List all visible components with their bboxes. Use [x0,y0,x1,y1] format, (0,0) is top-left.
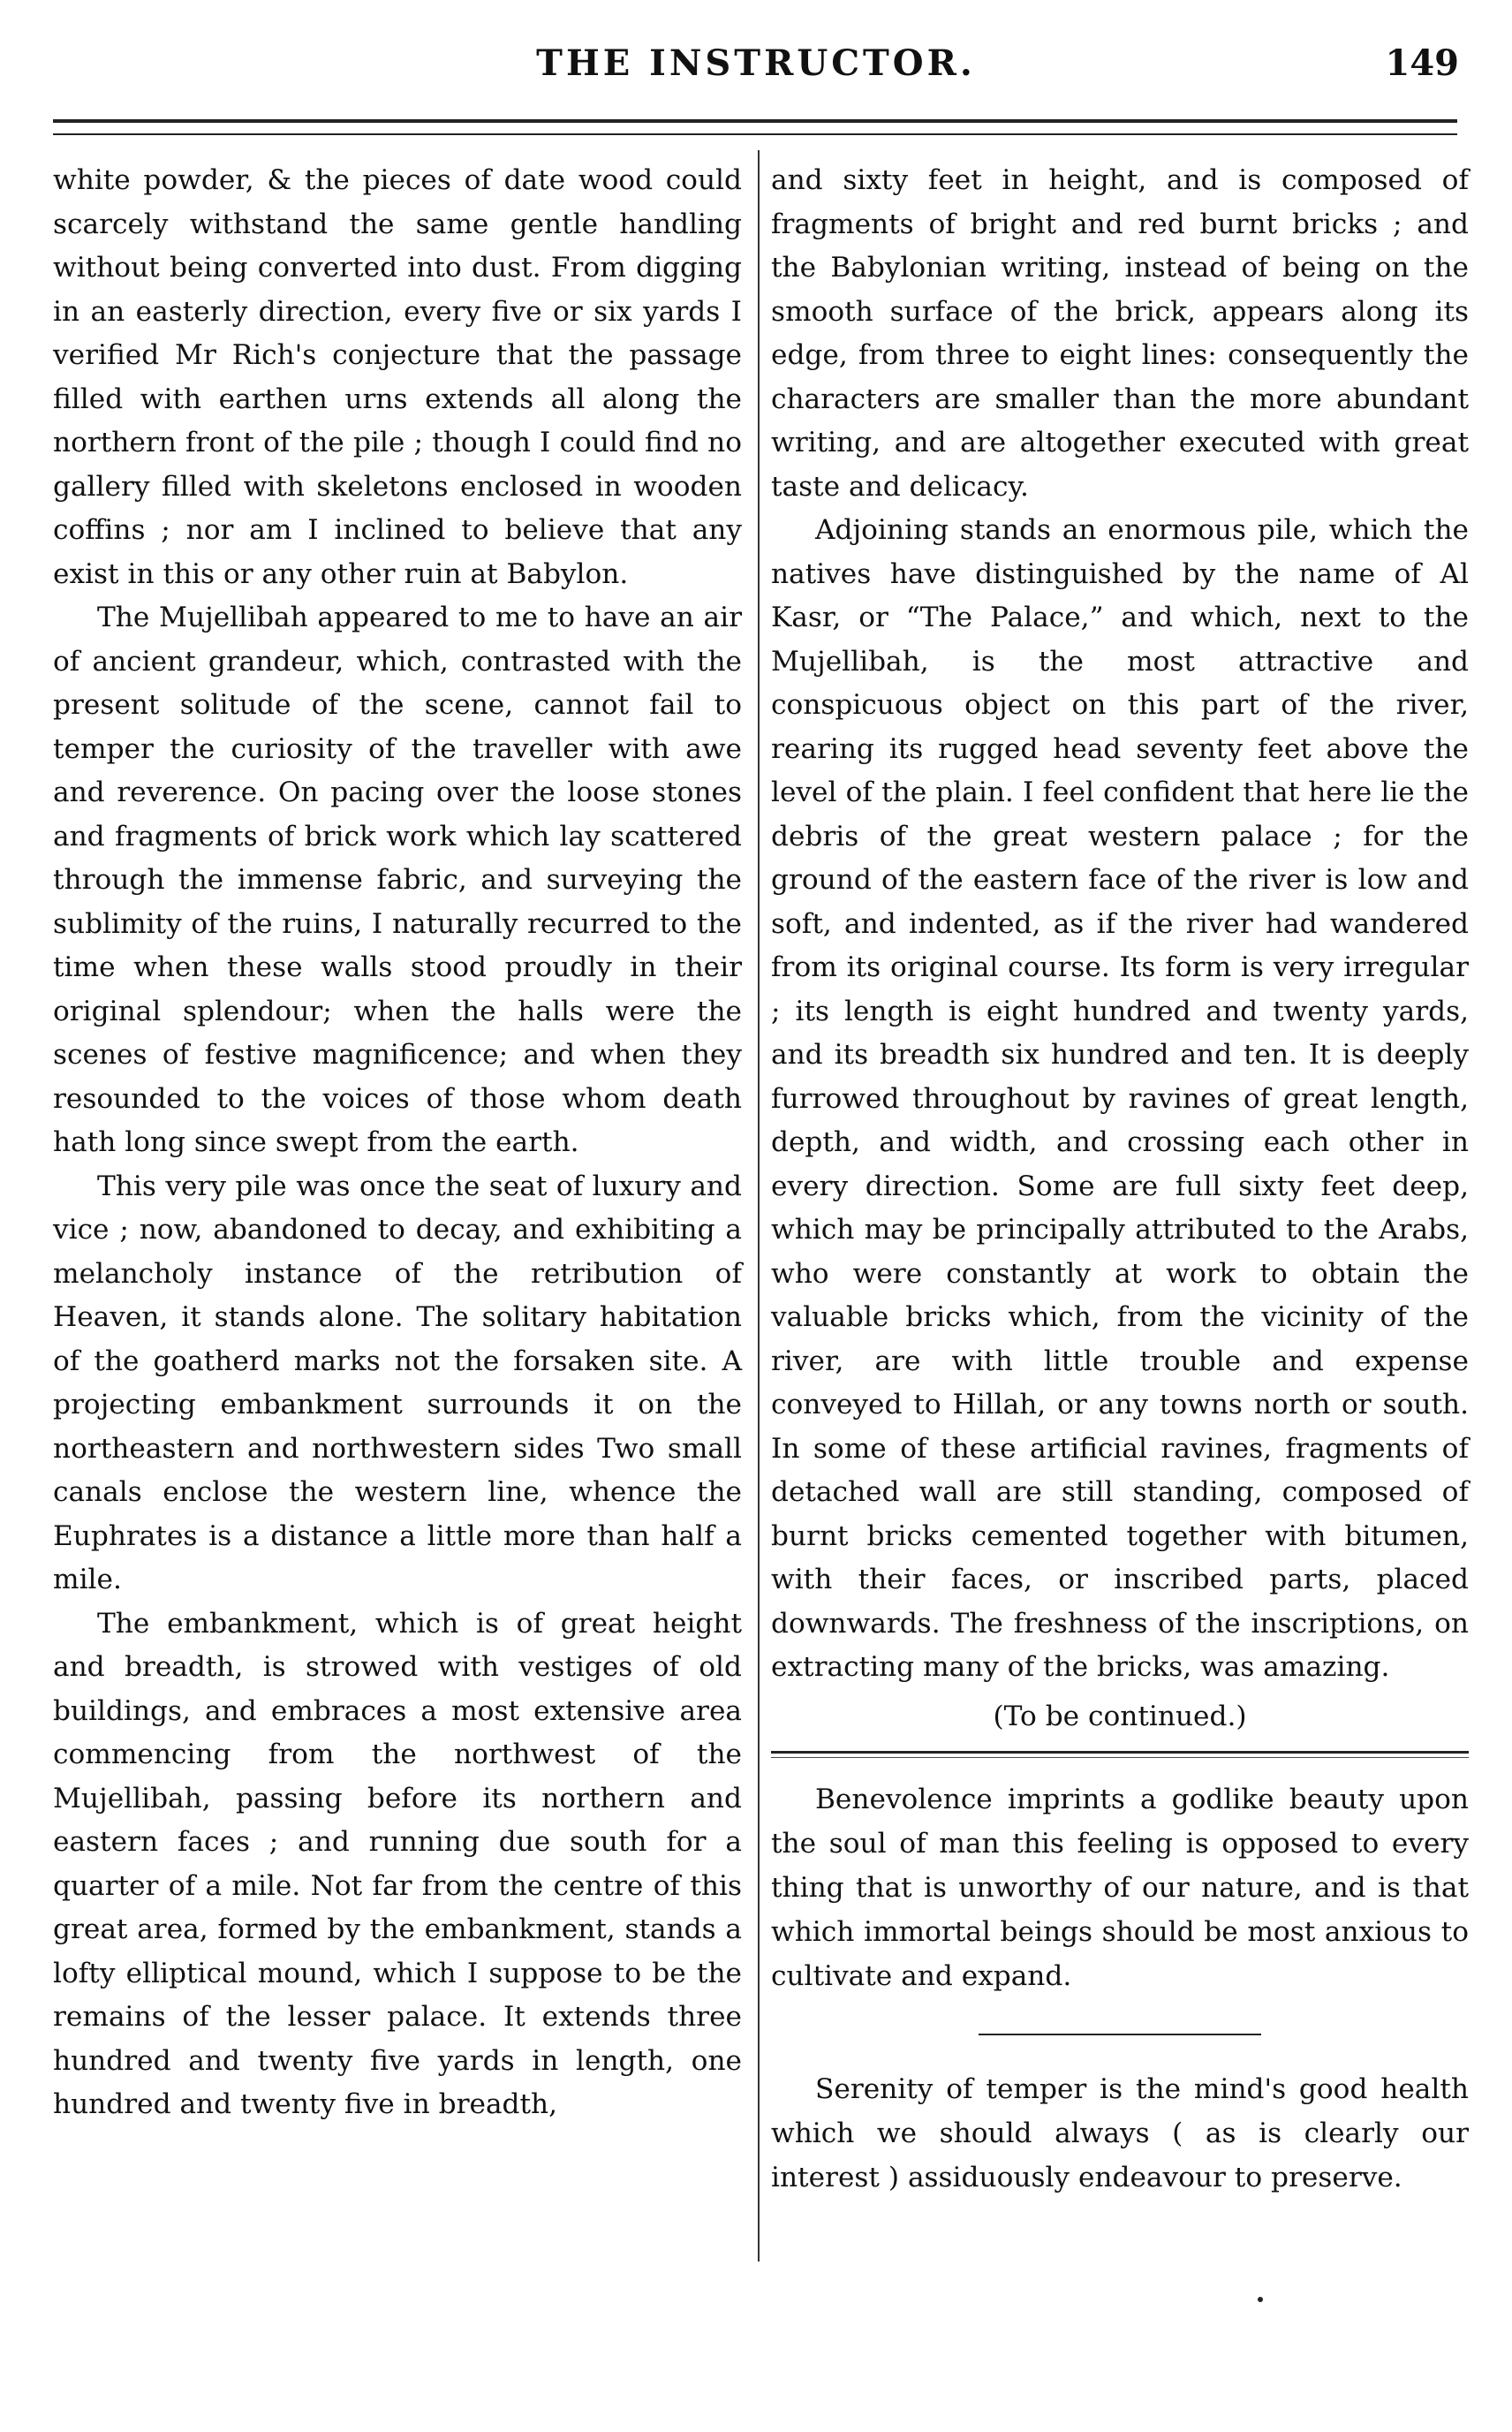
running-header [0,42,1512,104]
section-rule [771,1751,1469,1754]
left-column [53,159,742,2127]
column-divider [758,150,760,2262]
page-title: THE INSTRUCTOR. [536,42,976,84]
paragraph: This very pile was once the seat of luxury and vice ; now, abandoned to decay, and exhibiting a melancholy instance of the retribution of Heaven, it stands alone. The solitary habitation of the goatherd marks not the forsaken site. A projecting embankment surrounds it on the northeastern and northwestern sides Two small canals enclose the western line, whence the Euphrates is a distance a little more than half a mile. [53,1170,742,1595]
header-rule [53,119,1457,123]
ink-dot [1258,2297,1263,2302]
continued-note: (To be continued.) [993,1700,1247,1732]
header-rule-thin [53,133,1457,135]
short-divider [979,2034,1261,2035]
paragraph: white powder, & the pieces of date wood could scarcely withstand the same gentle handling without being converted into dust. From digging in an easterly direction, every five or six yards I verified Mr Rich's conjecture that the passage filled with earthen urns extends all along the northern front of the pile ; though I could find no gallery filled with skeletons enclosed in wooden coffins ; nor am I inclined to believe that any exist in this or any other ruin at Babylon. [53,164,742,590]
paragraph: Adjoining stands an enormous pile, which the natives have distinguished by the name of Al Kasr, or “The Palace,” and which, next to the Mujellibah, is the most attractive and conspicuous object on this part of the river, rearing its rugged head seventy feet above the level of the plain. I feel confident that here lie the debris of the great western palace ; for the ground of the eastern face of the river is low and soft, and indented, as if the river had wandered from its original course. Its form is very irregular ; its length is eight hundred and twenty yards, and its breadth six hundred and ten. It is deeply furrowed throughout by ravines of great length, depth, and width, and crossing each other in every direction. Some are full sixty feet deep, which may be principally attributed to the Arabs, who were constantly at work to obtain the valuable bricks which, from the vicinity of the river, are with little trouble and expense conveyed to Hillah, or any towns north or south. In some of these artificial ravines, fragments of detached wall are still standing, composed of burnt bricks cemented together with bitumen, with their faces, or inscribed parts, placed downwards. The freshness of the inscriptions, on extracting many of the bricks, was amazing. [771,514,1469,1683]
maxim-benevolence: Benevolence imprints a godlike beauty upon the soul of man this feeling is opposed to every thing that is unworthy of our nature, and is that which immortal beings should be most anxious to cultivate and expand. [771,1784,1469,1992]
paragraph: and sixty feet in height, and is composed of fragments of bright and red burnt bricks ; and the Babylonian writing, instead of being on the smooth surface of the brick, appears along its edge, from three to eight lines: consequently the characters are smaller than the more abundant writing, and are altogether executed with great taste and delicacy. [771,164,1469,503]
section-rule-thin [771,1757,1469,1758]
page-number: 149 [1385,42,1459,84]
paragraph: The Mujellibah appeared to me to have an air of ancient grandeur, which, contrasted with the present solitude of the scene, cannot fail to temper the curiosity of the traveller with awe and reverence. On pacing over the loose stones and fragments of brick work which lay scattered through the immense fabric, and surveying the sublimity of the ruins, I naturally recurred to the time when these walls stood proudly in their original splendour; when the halls were the scenes of festive magnificence; and when they resounded to the voices of those whom death hath long since swept from the earth. [53,602,742,1158]
paragraph: The embankment, which is of great height and breadth, is strowed with vestiges of old buildings, and embraces a most extensive area commencing from the northwest of the Mujellibah, passing before its northern and eastern faces ; and running due south for a quarter of a mile. Not far from the centre of this great area, formed by the embankment, stands a lofty elliptical mound, which I suppose to be the remains of the lesser palace. It extends three hundred and twenty five yards in length, one hundred and twenty five in breadth, [53,1607,742,2120]
maxim-serenity: Serenity of temper is the mind's good health which we should always ( as is clearly our interest ) assiduously endeavour to preserve. [771,2073,1469,2193]
right-column [771,159,1469,2200]
